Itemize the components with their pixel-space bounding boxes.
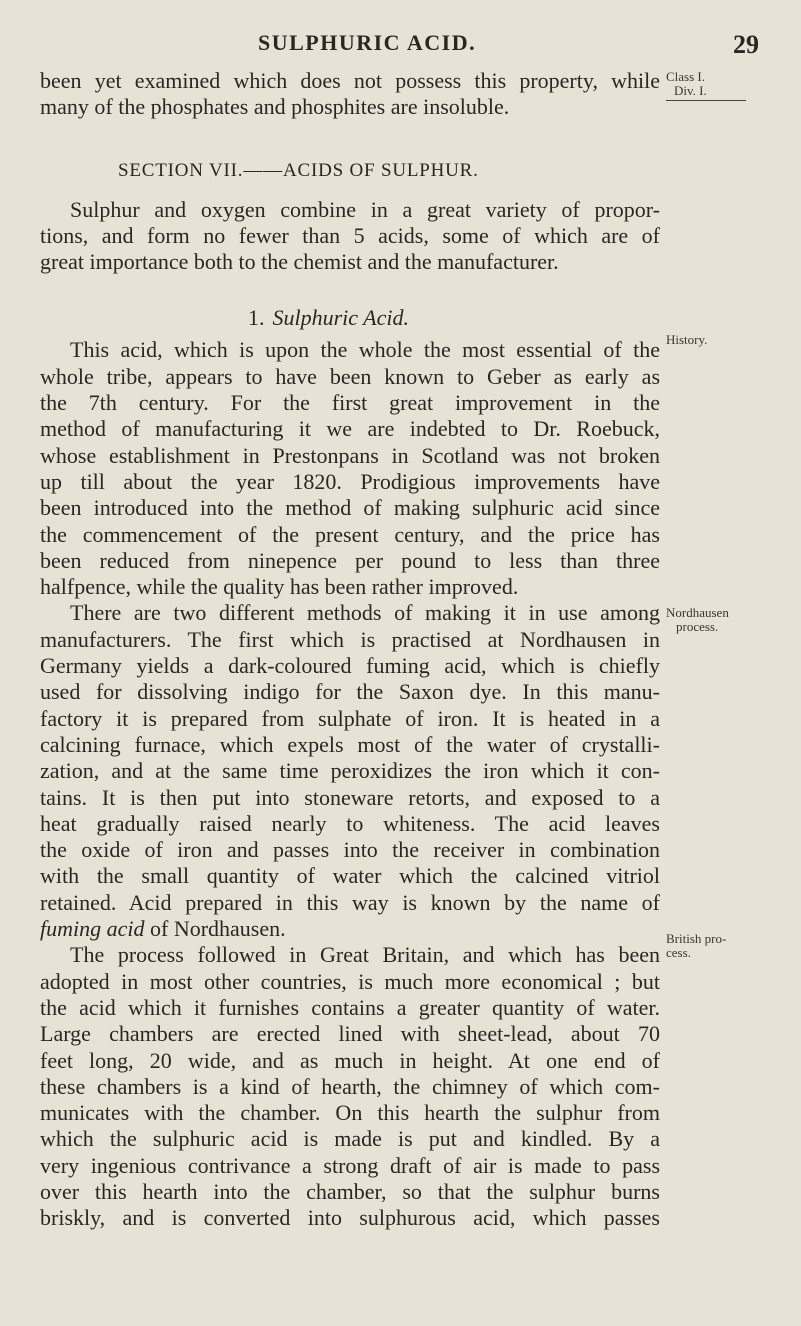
margin-note-british <box>666 932 801 960</box>
italic-term: fuming acid <box>40 916 145 942</box>
text-line: with the small quantity of water which the calcined vitriol <box>40 863 660 889</box>
text-line: great importance both to the chemist and the manufacturer. <box>40 249 559 275</box>
text-line: over this hearth into the chamber, so that the sulphur burns <box>40 1178 660 1204</box>
text-line: manufacturers. The first which is practised at Nordhausen in <box>40 626 660 652</box>
subsection-title: Sulphuric Acid. <box>272 305 409 331</box>
text-line: This acid, which is upon the whole the most essential of the <box>70 337 660 363</box>
text-line: very ingenious contrivance a strong draft of air is made to pass <box>40 1152 660 1178</box>
margin-note-history <box>666 333 801 347</box>
nordhausen-label-1: Nordhausen <box>666 605 729 620</box>
text-line: these chambers is a kind of hearth, the chimney of which com- <box>40 1073 660 1099</box>
text-line: many of the phosphates and phosphites are insoluble. <box>40 94 510 120</box>
margin-rule <box>666 100 746 101</box>
text-line: up till about the year 1820. Prodigious improvements have <box>40 468 660 494</box>
history-label: History. <box>666 332 708 347</box>
text-line: feet long, 20 wide, and as much in height. At one end of <box>40 1047 660 1073</box>
section-heading: SECTION VII.——ACIDS OF SULPHUR. <box>118 159 479 181</box>
text-line: the commencement of the present century, and the price has <box>40 521 660 547</box>
text-line: municates with the chamber. On this hearth the sulphur from <box>40 1100 660 1126</box>
text-line: tions, and form no fewer than 5 acids, some of which are of <box>40 222 660 248</box>
text-line: adopted in most other countries, is much more economical ; but <box>40 968 660 994</box>
text-line: zation, and at the same time peroxidizes the iron which it con- <box>40 758 660 784</box>
british-label-2: cess. <box>666 945 691 960</box>
subsection-heading <box>40 303 660 333</box>
nordhausen-label-2: process. <box>676 619 719 634</box>
text-line: the acid which it furnishes contains a greater quantity of water. <box>40 994 660 1020</box>
text-line: been introduced into the method of making sulphuric acid since <box>40 495 660 521</box>
page-header <box>0 30 801 60</box>
text-line: heat gradually raised nearly to whiteness. The acid leaves <box>40 810 660 836</box>
margin-note-class <box>666 70 801 101</box>
text-line: There are two different methods of making it in use among <box>70 600 660 626</box>
text-line: Germany yields a dark-coloured fuming acid, which is chiefly <box>40 653 660 679</box>
text-line: calcining furnace, which expels most of the water of crystalli- <box>40 731 660 757</box>
text-line: tains. It is then put into stoneware retorts, and exposed to a <box>40 784 660 810</box>
text-line: the 7th century. For the first great improvement in the <box>40 390 660 416</box>
text-line: which the sulphuric acid is made is put and kindled. By a <box>40 1126 660 1152</box>
text-line: whose establishment in Prestonpans in Scotland was not broken <box>40 442 660 468</box>
text-line: retained. Acid prepared in this way is known by the name of <box>40 889 660 915</box>
british-label-1: British pro- <box>666 931 727 946</box>
margin-note-nordhausen <box>666 606 801 634</box>
div-label: Div. I. <box>674 83 707 98</box>
text-line: used for dissolving indigo for the Saxon dye. In this manu- <box>40 679 660 705</box>
text-line: whole tribe, appears to have been known to Geber as early as <box>40 363 660 389</box>
text-line: been reduced from ninepence per pound to less than three <box>40 547 660 573</box>
text-line: Large chambers are erected lined with sheet-lead, about 70 <box>40 1021 660 1047</box>
class-label: Class I. <box>666 69 705 84</box>
text-line: method of manufacturing it we are indebted to Dr. Roebuck, <box>40 416 660 442</box>
text-line: halfpence, while the quality has been rather improved. <box>40 574 519 600</box>
text-line: the oxide of iron and passes into the receiver in combination <box>40 837 660 863</box>
text-line: The process followed in Great Britain, and which has been <box>70 942 660 968</box>
text-line: been yet examined which does not possess this property, while <box>40 68 660 93</box>
text-line: Sulphur and oxygen combine in a great variety of propor- <box>70 196 660 222</box>
page-number: 29 <box>733 30 759 59</box>
body-text <box>40 68 660 1232</box>
subsection-number: 1. <box>248 305 265 331</box>
text-line: briskly, and is converted into sulphurous acid, which passes <box>40 1205 660 1231</box>
text-fragment: of Nordhausen. <box>144 916 286 942</box>
running-title: SULPHURIC ACID. <box>258 30 477 55</box>
text-line: factory it is prepared from sulphate of iron. It is heated in a <box>40 705 660 731</box>
text-line <box>40 916 660 942</box>
